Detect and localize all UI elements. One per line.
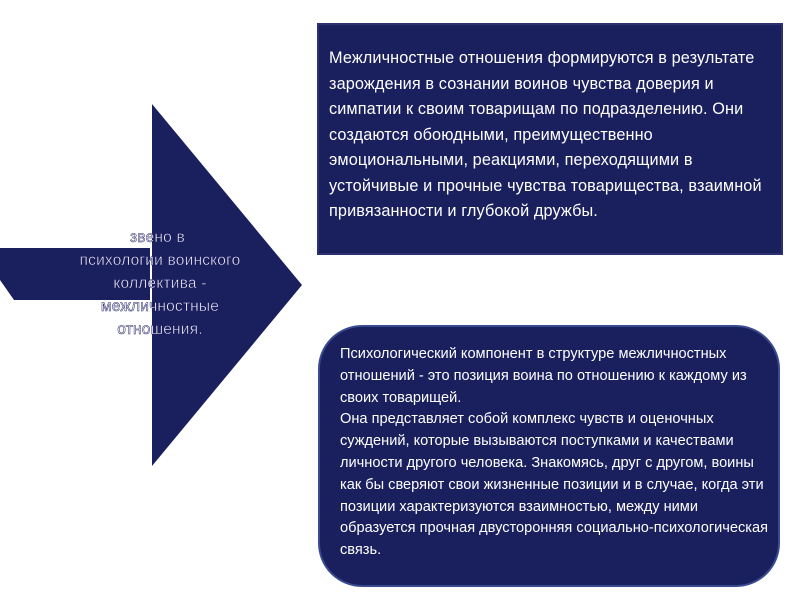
top-info-text: Межличностные отношения формируются в результате зарождения в сознании воинов чувства доверия и симпатии к своим товарищам по подразделению. Они создаются обоюдными, преимущественно эмоциональными, реакциями, переходящими в устойчивые и прочные чувства товарищества, взаимной привязанности и глубокой дружбы. [329,49,762,220]
arrow-label-line: звено в [130,229,185,246]
bottom-info-paragraph-2: Она представляет собой комплекс чувств и оценочных суждений, которые вызываются поступками и качествами личности другого человека. Знакомясь, друг с другом, воины как бы сверяют свои жизненные позиции и в случае, когда эти позиции характеризуются взаимностью, между ними образуется прочная двусторонняя социально-психологическая связь. [340,411,769,559]
bottom-info-paragraph-1: Психологический компонент в структуре межличностных отношений - это позиция воина по отношению к каждому из своих товарищей. [340,346,747,406]
arrow-label [30,226,290,341]
arrow-label-line: коллектива - [113,275,207,292]
top-info-box [317,23,783,255]
arrow-label-line: межличностные [100,298,220,315]
bottom-info-text [340,344,772,562]
arrow-label-line: отношения. [117,321,203,338]
bottom-info-box [318,325,780,587]
arrow-label-line: психологии воинского [79,252,241,269]
